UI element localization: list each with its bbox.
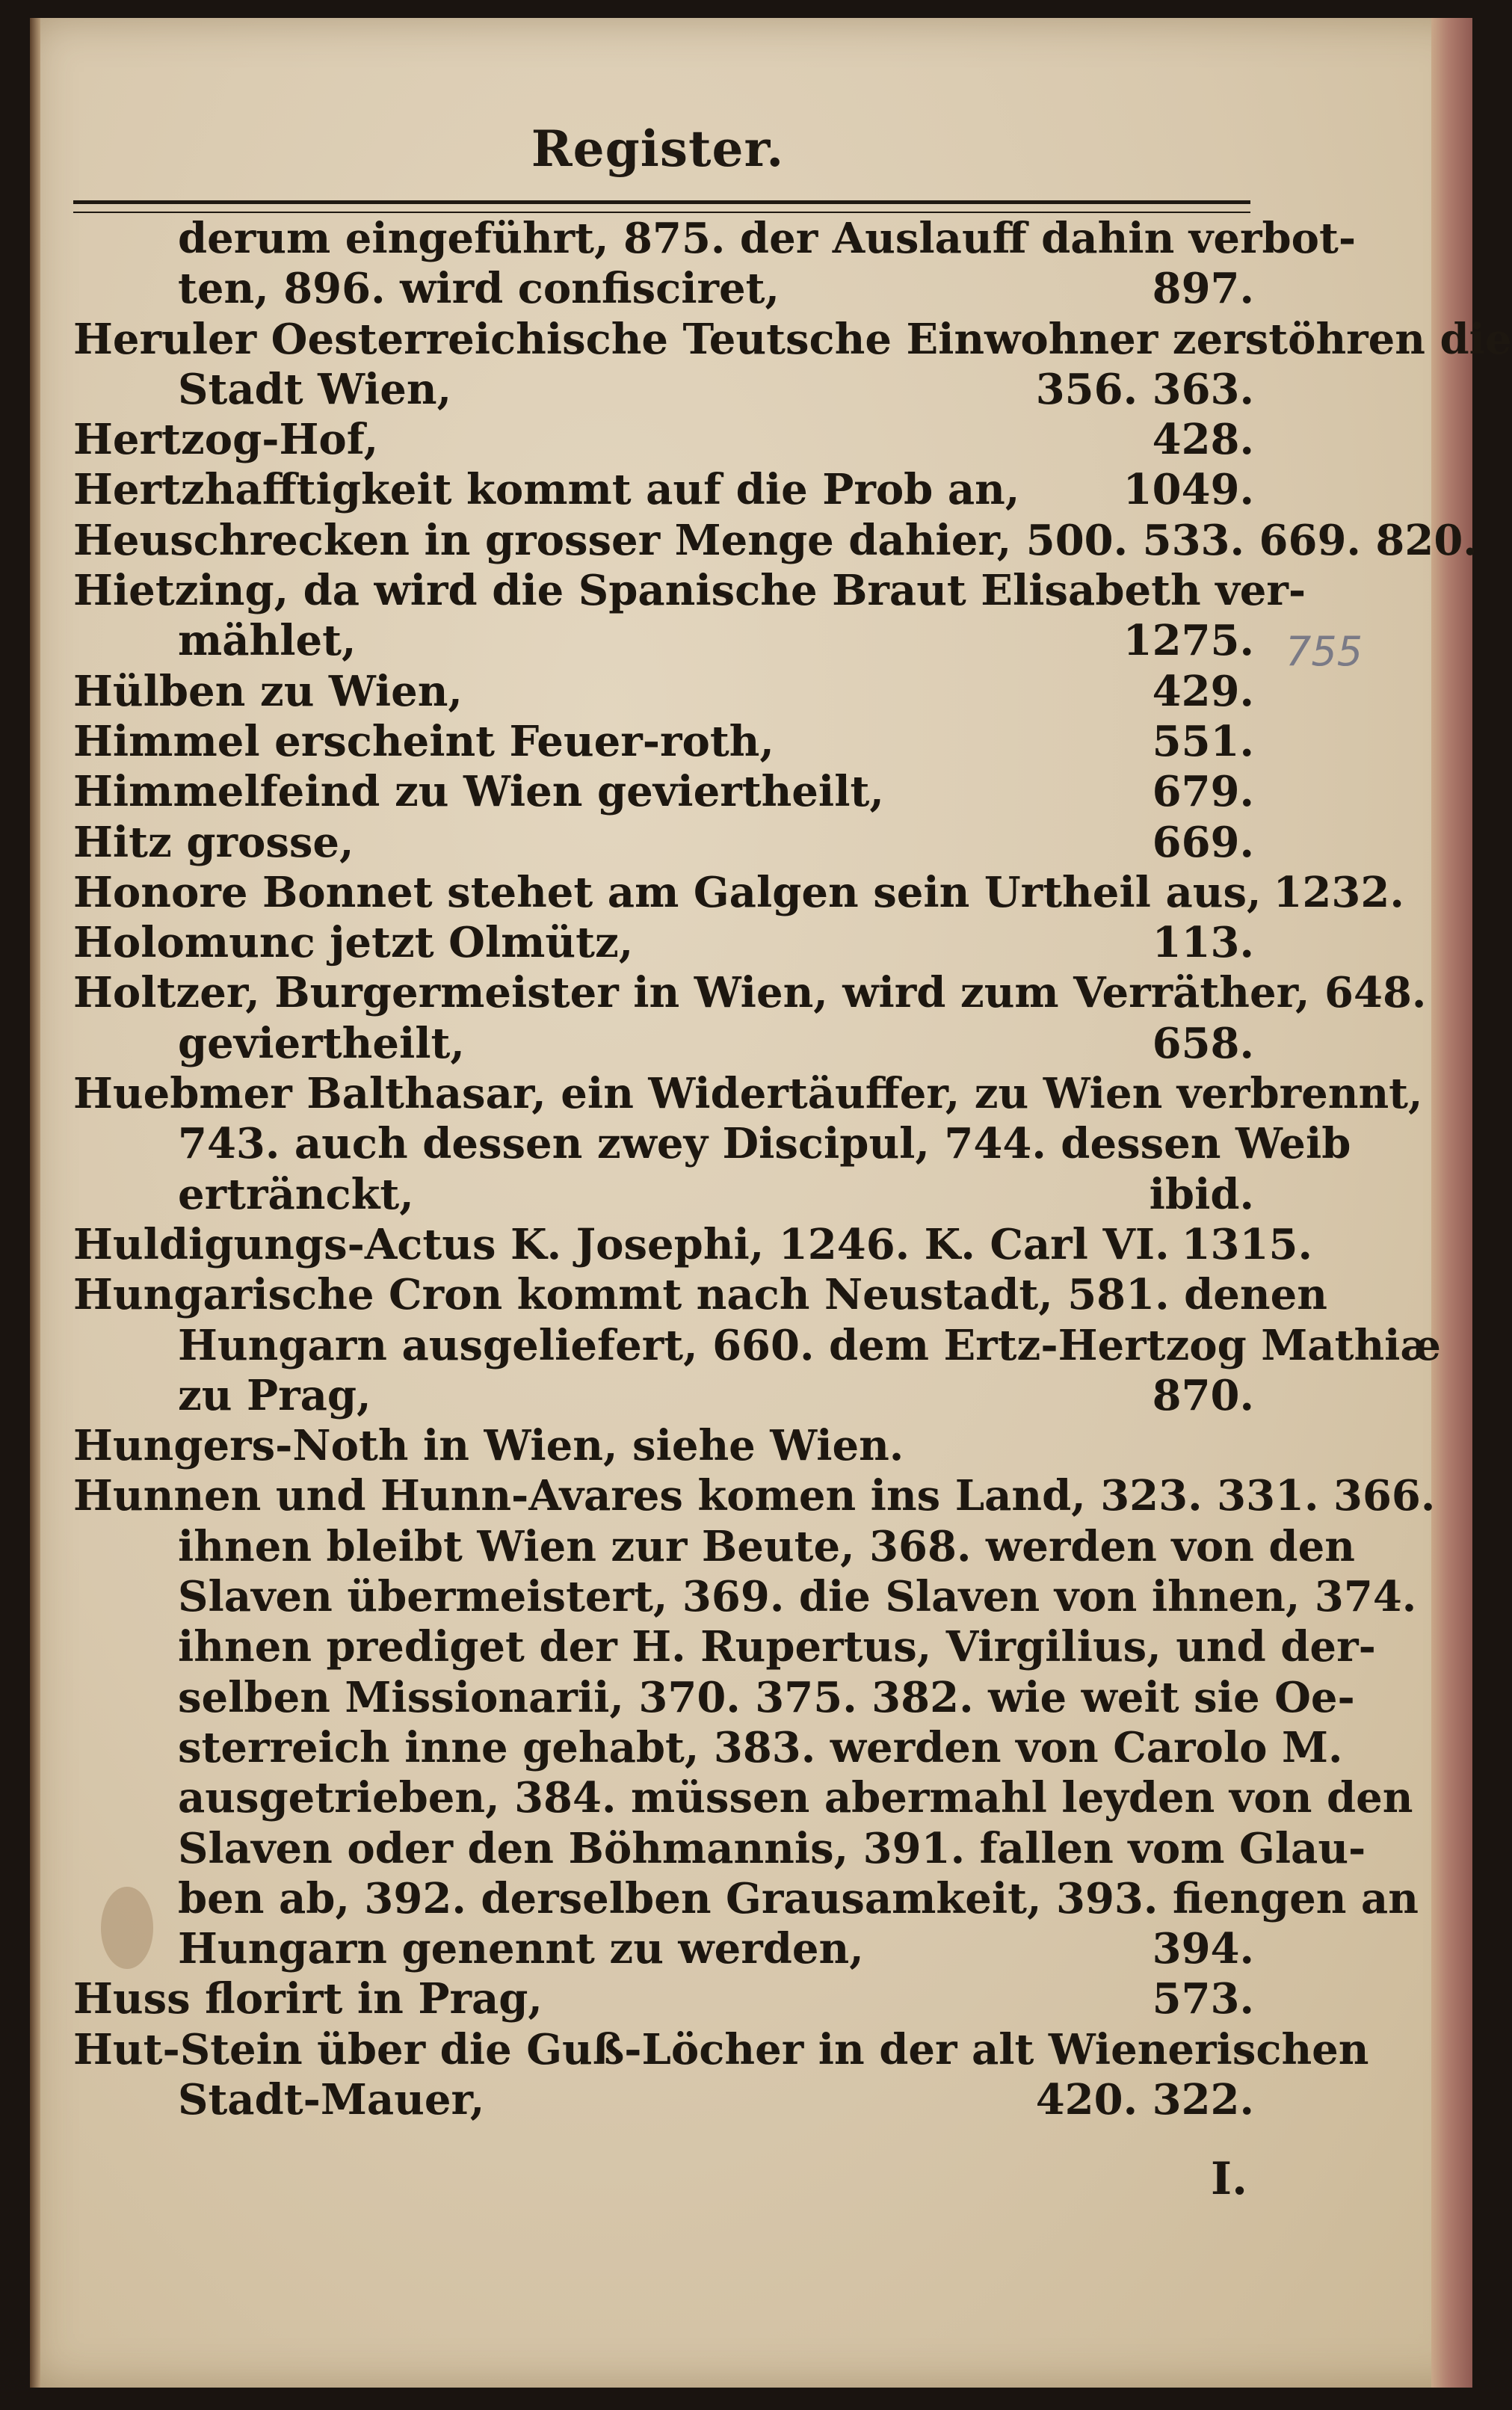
index-line (73, 1622, 1376, 1672)
index-line-text: Himmelfeind zu Wien geviertheilt, (73, 767, 884, 817)
page-binding-edge (30, 18, 40, 2388)
index-line (73, 1219, 1312, 1270)
index-line-text: ausgetrieben, 384. müssen abermahl leyden von den (178, 1773, 1413, 1823)
index-line (73, 1672, 1355, 1723)
index-line-text: zu Prag, (178, 1370, 371, 1420)
index-line-page-ref: 394. (1152, 1924, 1254, 1974)
index-line (73, 314, 1512, 365)
index-line-page-ref: 356. 363. (1035, 364, 1254, 414)
catchword: I. (1211, 2153, 1247, 2205)
index-line-text: mählet, (178, 616, 357, 666)
index-line (73, 1069, 1423, 1119)
index-line-text: Holomunc jetzt Olmütz, (73, 918, 634, 968)
page-fore-edge (1431, 18, 1472, 2388)
index-line-page-ref: 679. (1152, 767, 1254, 817)
index-line-text: ertränckt, (178, 1169, 414, 1219)
index-line-text: Stadt-Mauer, (178, 2074, 485, 2124)
index-line (73, 566, 1306, 616)
index-line-text: Honore Bonnet stehet am Galgen sein Urtheil aus, (73, 867, 1262, 917)
index-line (73, 264, 1254, 314)
index-line (73, 1924, 1254, 1974)
index-line-text: Hertzhafftigkeit kommt auf die Prob an, (73, 465, 1020, 515)
index-line-text: sterreich inne gehabt, 383. werden von Carolo M. (178, 1722, 1343, 1772)
index-line-text: ihnen prediget der H. Rupertus, Virgilius, und der- (178, 1622, 1376, 1672)
index-line (73, 214, 1357, 264)
index-line-text: Hut-Stein über die Guß-Löcher in der alt Wienerischen (73, 2024, 1369, 2074)
index-line-page-ref: 1315. (1181, 1219, 1312, 1269)
index-line-page-ref: 573. (1152, 1974, 1254, 2024)
index-line-text: ben ab, 392. derselben Grausamkeit, 393. fiengen an (178, 1873, 1419, 1923)
index-line (73, 465, 1254, 515)
index-line-text: Huebmer Balthasar, ein Widertäuffer, zu Wien verbrennt, (73, 1069, 1423, 1119)
index-line-text: Hungarische Cron kommt nach Neustadt, 581. denen (73, 1270, 1327, 1320)
index-line (73, 1119, 1351, 1169)
index-line (73, 616, 1254, 666)
index-line (73, 1320, 1442, 1371)
index-line-text: Hungarn genennt zu werden, (178, 1924, 864, 1974)
index-line-text: Hitz grosse, (73, 817, 354, 867)
index-line-text: Huss florirt in Prag, (73, 1974, 543, 2024)
index-line (73, 1974, 1254, 2024)
index-line (73, 767, 1254, 817)
index-line-text: Himmel erscheint Feuer-roth, (73, 716, 774, 766)
index-line-page-ref: 870. (1152, 1370, 1254, 1420)
index-line-page-ref: 551. (1152, 716, 1254, 766)
index-line (73, 1873, 1419, 1924)
index-line (73, 968, 1427, 1018)
index-line-text: Holtzer, Burgermeister in Wien, wird zum Verräther, 648. (73, 968, 1427, 1018)
index-line-text: Hungers-Noth in Wien, siehe Wien. (73, 1421, 904, 1471)
index-line-text: Hunnen und Hunn-Avares komen ins Land, 323. 331. 366. (73, 1471, 1436, 1521)
index-line-text: ihnen bleibt Wien zur Beute, 368. werden von den (178, 1521, 1355, 1571)
index-line (73, 2024, 1369, 2075)
index-line (73, 1019, 1254, 1069)
index-line-page-ref: 669. (1152, 817, 1254, 867)
index-line (73, 2075, 1254, 2125)
index-line-text: Hietzing, da wird die Spanische Braut Elisabeth ver- (73, 566, 1306, 616)
index-line-page-ref: 1275. (1123, 616, 1254, 666)
index-line (73, 1270, 1327, 1320)
index-line (73, 1722, 1343, 1773)
index-line-page-ref: 429. (1152, 666, 1254, 716)
index-line (73, 515, 1478, 566)
index-line-text: Hungarn ausgeliefert, 660. dem Ertz-Hertzog Mathiæ (178, 1320, 1442, 1370)
index-line (73, 867, 1404, 918)
index-line (73, 918, 1254, 968)
index-line-page-ref: 113. (1152, 918, 1254, 968)
index-line-text: geviertheilt, (178, 1018, 465, 1068)
index-line-text: Slaven übermeistert, 369. die Slaven von ihnen, 374. (178, 1572, 1417, 1622)
index-line-page-ref: 420. 322. (1035, 2074, 1254, 2124)
index-line (73, 365, 1254, 415)
index-line-page-ref: 428. (1152, 415, 1254, 465)
index-line-page-ref: 1049. (1123, 465, 1254, 515)
index-line-text: ten, 896. wird confisciret, (178, 264, 780, 314)
index-line (73, 1521, 1355, 1572)
index-line-text: selben Missionarii, 370. 375. 382. wie weit sie Oe- (178, 1672, 1355, 1722)
index-line-text: Stadt Wien, (178, 364, 452, 414)
index-line (73, 1371, 1254, 1421)
index-line-text: Hülben zu Wien, (73, 666, 463, 716)
index-line (73, 1170, 1254, 1220)
handwritten-margin-note: 755 (1286, 628, 1363, 675)
index-line-text: 743. auch dessen zwey Discipul, 744. dessen Weib (178, 1119, 1351, 1169)
index-line-page-ref: ibid. (1149, 1169, 1254, 1219)
running-head: Register. (531, 120, 785, 178)
header-rule (73, 200, 1250, 213)
index-line-text: Huldigungs-Actus K. Josephi, 1246. K. Carl VI. (73, 1219, 1170, 1269)
index-line (73, 1572, 1417, 1622)
index-line (73, 1471, 1436, 1521)
index-line-text: Heruler Oesterreichische Teutsche Einwohner zerstöhren die (73, 314, 1512, 364)
index-line (73, 667, 1254, 717)
index-line (73, 1823, 1366, 1874)
index-line (73, 818, 1254, 868)
index-line (73, 415, 1254, 465)
index-line-page-ref: 897. (1152, 264, 1254, 314)
index-line-text: Heuschrecken in grosser Menge dahier, 500. 533. 669. 820. (73, 515, 1478, 565)
index-line-text: derum eingeführt, 875. der Auslauff dahin verbot- (178, 214, 1357, 263)
index-line-page-ref: 658. (1152, 1018, 1254, 1068)
index-line-text: Slaven oder den Böhmannis, 391. fallen vom Glau- (178, 1823, 1366, 1873)
index-line-page-ref: 1232. (1273, 867, 1404, 917)
index-line (73, 1421, 1254, 1471)
index-line-text: Hertzog-Hof, (73, 415, 379, 465)
index-line (73, 717, 1254, 767)
index-line (73, 1773, 1413, 1823)
